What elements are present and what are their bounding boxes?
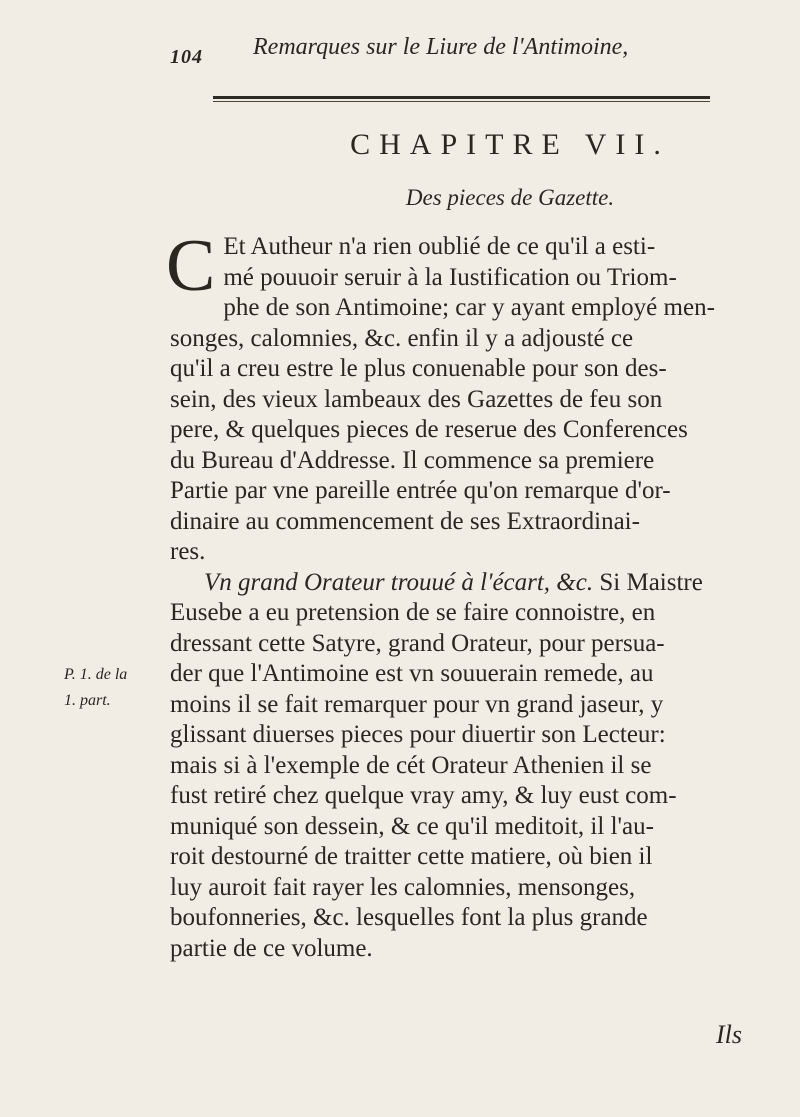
text-line: roit destourné de traitter cette matiere, où bien il	[170, 843, 653, 870]
text-line: muniqué son dessein, & ce qu'il meditoit, il l'au-	[170, 812, 654, 840]
text-line: dressant cette Satyre, grand Orateur, pour persua-	[170, 629, 665, 657]
catchword: Ils	[716, 1020, 742, 1049]
text-line: fust retiré chez quelque vray amy, & luy eust com-	[170, 782, 677, 809]
text-line: sein, des vieux lambeaux des Gazettes de feu son	[170, 385, 663, 413]
text-line: luy auroit fait rayer les calomnies, mensonges,	[170, 873, 636, 901]
section-lead-italic: Vn grand Orateur trouué à l'écart, &c.	[204, 568, 594, 596]
text-line: songes, calomnies, &c. enfin il y a adjousté ce	[170, 324, 634, 352]
running-title: Remarques sur le Liure de l'Antimoine,	[253, 34, 629, 60]
drop-cap: C	[166, 225, 216, 307]
text-line: partie de ce volume.	[170, 934, 373, 962]
text-line: Et Autheur n'a rien oublié de ce qu'il a esti-	[223, 233, 656, 260]
margin-note-line: 1. part.	[64, 692, 111, 709]
chapter-subtitle: Des pieces de Gazette.	[405, 185, 615, 210]
text-line: res.	[170, 538, 206, 565]
text-line: glissant diuerses pieces pour diuertir son Lecteur:	[170, 721, 666, 748]
text-line: pere, & quelques pieces de reserue des Conferences	[170, 416, 688, 443]
body-text	[166, 225, 770, 964]
text-line: Partie par vne pareille entrée qu'on remarque d'or-	[170, 477, 671, 504]
header-rule	[213, 96, 710, 99]
paragraph-2	[170, 568, 770, 965]
text-line: phe de son Antimoine; car y ayant employé men-	[223, 294, 715, 321]
text-line: Eusebe a eu pretension de se faire connoistre, en	[170, 599, 656, 626]
text-line: mé pouuoir seruir à la Iustification ou Triom-	[223, 263, 677, 291]
text-line: dinaire au commencement de ses Extraordinai-	[170, 507, 640, 535]
margin-note	[64, 662, 127, 714]
margin-note-line: P. 1. de la	[64, 666, 128, 683]
text-line: boufonneries, &c. lesquelles font la plus grande	[170, 904, 648, 931]
text-line: der que l'Antimoine est vn souuerain remede, au	[170, 660, 654, 687]
page-number: 104	[170, 46, 203, 68]
text-line: du Bureau d'Addresse. Il commence sa premiere	[170, 446, 655, 474]
text-line	[170, 568, 770, 599]
chapter-heading: CHAPITRE VII.	[350, 128, 670, 161]
text-line: qu'il a creu estre le plus conuenable pour son des-	[170, 355, 667, 382]
section-lead-rest: Si Maistre	[593, 568, 703, 596]
paragraph-1	[166, 225, 770, 568]
header-rule-thin	[213, 101, 710, 102]
text-line: mais si à l'exemple de cét Orateur Athenien il se	[170, 751, 652, 779]
text-line: moins il se fait remarquer pour vn grand jaseur, y	[170, 690, 664, 718]
